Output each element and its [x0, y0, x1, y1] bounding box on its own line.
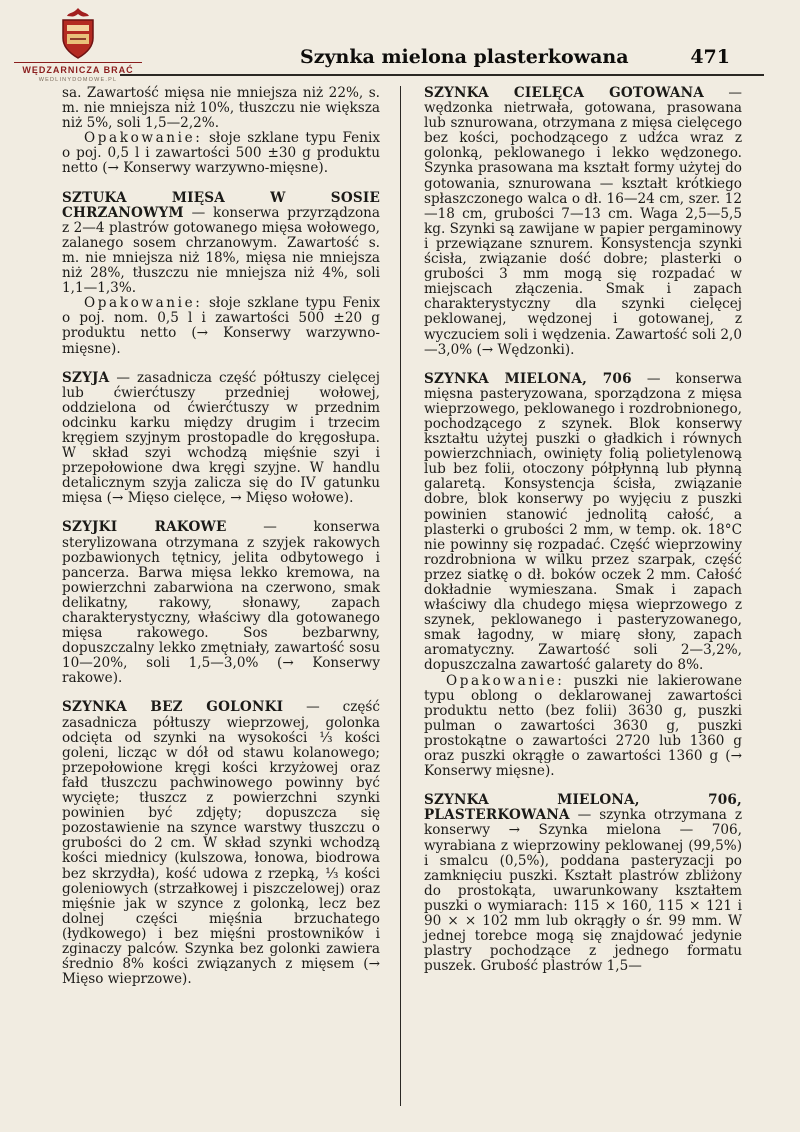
running-header	[300, 46, 730, 68]
logo-url-text: WEDLINYDOMOWE.PL	[38, 77, 118, 83]
entry-body: — wędzonka nietrwała, gotowana, prasowana lub sznurowana, otrzymana z mięsa cielęcego bez kości, pochodzącego z udźca wraz z golonką, peklowanego i lekko wędzonego. Szynka prasowana ma kształt formy użytej do gotowania, sznurowana — kształt krótkiego spłaszczonego walca o dł. 16—24 cm, szer. 12—18 cm, grubości 7—13 cm. Waga 2,5—5,5 kg. Szynki są zawijane w papier pergaminowy i przewiązane sznurem. Konsystencja szynki ścisła, związanie dość dobre; plasterki o grubości 3 mm mogą się rozpadać w miejscach złączenia. Smak i zapach charakterystyczny dla szynki cielęcej peklowanej, wędzonej i gotowanej, z wyczuciem soli i wędzenia. Zawartość soli 2,0—3,0% (→ Wędzonki).	[424, 85, 742, 358]
packaging-label: Opakowanie:	[446, 672, 565, 689]
entry-szynka-bez-golonki	[62, 700, 380, 987]
entry-term: SZYNKA MIELONA, 706	[424, 370, 632, 387]
entry-body: — szynka otrzymana z konserwy → Szynka mielona — 706, wyrabiana z wieprzowiny peklowanej (99,5%) i smalcu (0,5%), poddana pasteryzacji po zamknięciu puszki. Kształt plastrów zbliżony do prostokąta, uwarunkowany kształtem puszki o wymiarach: 115 × 160, 115 × 121 i 90 × × 102 mm lub okrągły o śr. 99 mm. W jednej torebce mogą się znajdować jedynie plastry pochodzące z jednego formatu puszek. Grubość plastrów 1,5—	[424, 807, 742, 975]
continued-entry	[62, 86, 380, 177]
packaging-paragraph	[62, 131, 380, 176]
entry-body: — konserwa sterylizowana otrzymana z szyjek rakowych pozbawionych tętnicy, jelita odbytowego i pancerza. Barwa mięsa lekko kremowa, na powierzchni zabarwiona na czerwono, smak delikatny, rakowy, słonawy, zapach charakterystyczny, właściwy dla gotowanego mięsa rakowego. Sos bezbarwny, dopuszczalny lekko zmętniały, zawartość sosu 10—20%, soli 1,5—3,0% (→ Konserwy rakowe).	[62, 519, 380, 687]
right-column	[424, 86, 742, 974]
entry-body: sa. Zawartość mięsa nie mniejsza niż 22%, s. m. nie mniejsza niż 10%, tłuszczu nie większa niż 5%, soli 1,5—2,2%.	[62, 85, 380, 132]
entry-szynka-mielona	[424, 372, 742, 780]
running-title: Szynka mielona plasterkowana	[300, 46, 629, 68]
entry-term: SZYJA	[62, 369, 110, 386]
entry-szyjki-rakowe	[62, 520, 380, 686]
header-divider	[120, 74, 764, 76]
entry-szynka-cieleca	[424, 86, 742, 358]
entry-term: SZYNKA CIELĘCA GOTOWANA	[424, 85, 705, 101]
entry-term: SZYNKA MIELONA, 706, PLASTERKOWANA	[424, 792, 742, 824]
page-number: 471	[690, 46, 730, 68]
packaging-text: słoje szklane typu Fenix o poj. 0,5 l i zawartości 500 ±30 g produktu netto (→ Konserwy warzywno-mięsne).	[62, 130, 380, 177]
entry-term: SZYJKI RAKOWE	[62, 519, 227, 536]
entry-term: SZTUKA MIĘSA W SOSIE CHRZANOWYM	[62, 189, 380, 221]
crest-icon	[55, 6, 101, 60]
packaging-label: Opakowanie:	[84, 130, 203, 147]
left-column	[62, 86, 380, 987]
entry-szynka-mielona-plasterkowana	[424, 793, 742, 974]
column-divider	[400, 86, 401, 1106]
logo-brand-text: WĘDZARNICZA BRAĆ	[14, 62, 142, 75]
entry-body: — konserwa mięsna pasteryzowana, sporządzona z mięsa wieprzowego, peklowanego i rozdrobnionego, pochodzącego z szynek. Blok konserwy kształtu użytej puszki o gładkich i równych powierzchniach, owinięty folią polietylenową lub bez folii, otoczony półpłynną lub płynną galaretą. Konsystencja ścisła, związanie dobre, blok konserwy po wyjęciu z puszki powinien stanowić jednolitą całość, a plasterki o grubości 2 mm, w temp. ok. 18°C nie powinny się rozpadać. Część wieprzowiny rozdrobniona w wilku przez szarpak, część przez siatkę o dł. boków oczek 2 mm. Całość dokładnie wymieszana. Smak i zapach właściwy dla chudego mięsa wieprzowego z szynek, peklowanego i pasteryzowanego, smak łagodny, w miarę słony, zapach aromatyczny. Zawartość soli 2—3,2%, dopuszczalna zawartość galarety do 8%.	[424, 370, 742, 674]
packaging-text: puszki nie lakierowane typu oblong o deklarowanej zawartości produktu netto (bez folii) 3630 g, puszki pulman o zawartości 3630 g, puszki prostokątne o zawartości 2720 lub 1360 g oraz puszki okrągłe o zawartości 1360 g (→ Konserwy mięsne).	[424, 672, 742, 780]
entry-term: SZYNKA BEZ GOLONKI	[62, 699, 284, 716]
packaging-text: słoje szklane typu Fenix o poj. nom. 0,5 l i zawartości 500 ±20 g produktu netto (→ Konserwy warzywno-mięsne).	[62, 295, 380, 357]
entry-body: — konserwa przyrządzona z 2—4 plastrów gotowanego mięsa wołowego, zalanego sosem chrzanowym. Zawartość s. m. nie mniejsza niż 18%, mięsa nie mniejsza niż 28%, tłuszczu nie mniejsza niż 4%, soli 1,1—1,3%.	[62, 204, 380, 297]
entry-body: — zasadnicza część półtuszy cielęcej lub ćwierćtuszy przedniej wołowej, oddzielona od ćwierćtuszy w przednim odcinku karku między drugim i trzecim kręgiem szyjnym prostopadle do kręgosłupa. W skład szyi wchodzą mięśnie szyi i przepołowione dwa kręgi szyjne. W handlu detalicznym szyja zalicza się do IV gatunku mięsa (→ Mięso cielęce, → Mięso wołowe).	[62, 369, 380, 507]
entry-szyja	[62, 371, 380, 507]
packaging-paragraph	[62, 296, 380, 356]
entry-body: — część zasadnicza półtuszy wieprzowej, golonka odcięta od szynki na wysokości ⅓ kości goleni, licząc w dół od stawu kolanowego; przepołowione kręgi kości krzyżowej oraz fałd tłuszczu pachwinowego powinny być wycięte; tłuszcz z powierzchni szynki powinien być zdjęty; dopuszcza się pozostawienie na szynce warstwy tłuszczu o grubości do 2 cm. W skład szynki wchodzą kości miednicy (kulszowa, łonowa, biodrowa bez skrzydła), kość udowa z rzepką, ⅓ kości goleniowych (strzałkowej i piszczelowej) oraz mięśnie jak w szynce z golonką, lecz bez dolnej części mięśnia brzuchatego (łydkowego) i bez mięśni prostowników i zginaczy palców. Szynka bez golonki zawiera średnio 8% kości związanych z mięsem (→ Mięso wieprzowe).	[62, 699, 380, 988]
packaging-paragraph	[424, 674, 742, 780]
packaging-label: Opakowanie:	[84, 295, 203, 312]
entry-sztuka-miesa	[62, 191, 380, 357]
